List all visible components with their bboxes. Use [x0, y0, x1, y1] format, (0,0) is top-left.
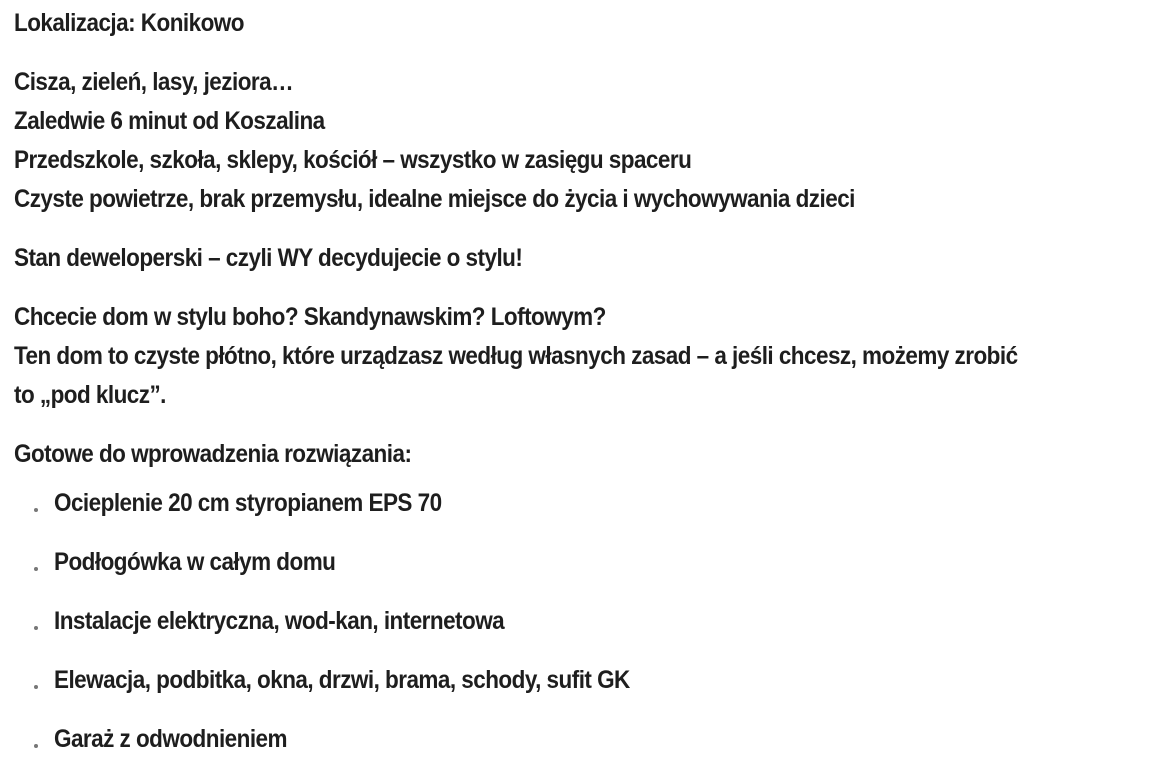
solutions-list — [14, 474, 1162, 769]
bullet-icon — [34, 508, 38, 512]
list-item-text: Ocieplenie 20 cm styropianem EPS 70 — [54, 489, 442, 517]
list-item-text: Garaż z odwodnieniem — [54, 725, 287, 753]
list-item — [14, 592, 1162, 651]
style-line: Chcecie dom w stylu boho? Skandynawskim? Loftowym? — [14, 303, 606, 331]
list-item-text: Podłogówka w całym domu — [54, 548, 336, 576]
list-item — [14, 651, 1162, 710]
list-item — [14, 474, 1162, 533]
solutions-heading: Gotowe do wprowadzenia rozwiązania: — [14, 440, 412, 468]
state-line: Stan deweloperski – czyli WY decydujecie o stylu! — [14, 244, 523, 272]
intro-line: Cisza, zieleń, lasy, jeziora… — [14, 68, 294, 96]
style-line: to „pod klucz”. — [14, 381, 166, 409]
list-item-text: Elewacja, podbitka, okna, drzwi, brama, schody, sufit GK — [54, 666, 630, 694]
bullet-icon — [34, 744, 38, 748]
intro-line: Zaledwie 6 minut od Koszalina — [14, 107, 325, 135]
location-line: Lokalizacja: Konikowo — [14, 9, 244, 37]
bullet-icon — [34, 567, 38, 571]
intro-line: Przedszkole, szkoła, sklepy, kościół – wszystko w zasięgu spaceru — [14, 146, 692, 174]
list-item — [14, 533, 1162, 592]
list-item-text: Instalacje elektryczna, wod-kan, internetowa — [54, 607, 505, 635]
bullet-icon — [34, 685, 38, 689]
intro-line: Czyste powietrze, brak przemysłu, idealne miejsce do życia i wychowywania dzieci — [14, 185, 855, 213]
bullet-icon — [34, 626, 38, 630]
list-item — [14, 710, 1162, 769]
style-line: Ten dom to czyste płótno, które urządzasz według własnych zasad – a jeśli chcesz, możemy zrobić — [14, 342, 1018, 370]
